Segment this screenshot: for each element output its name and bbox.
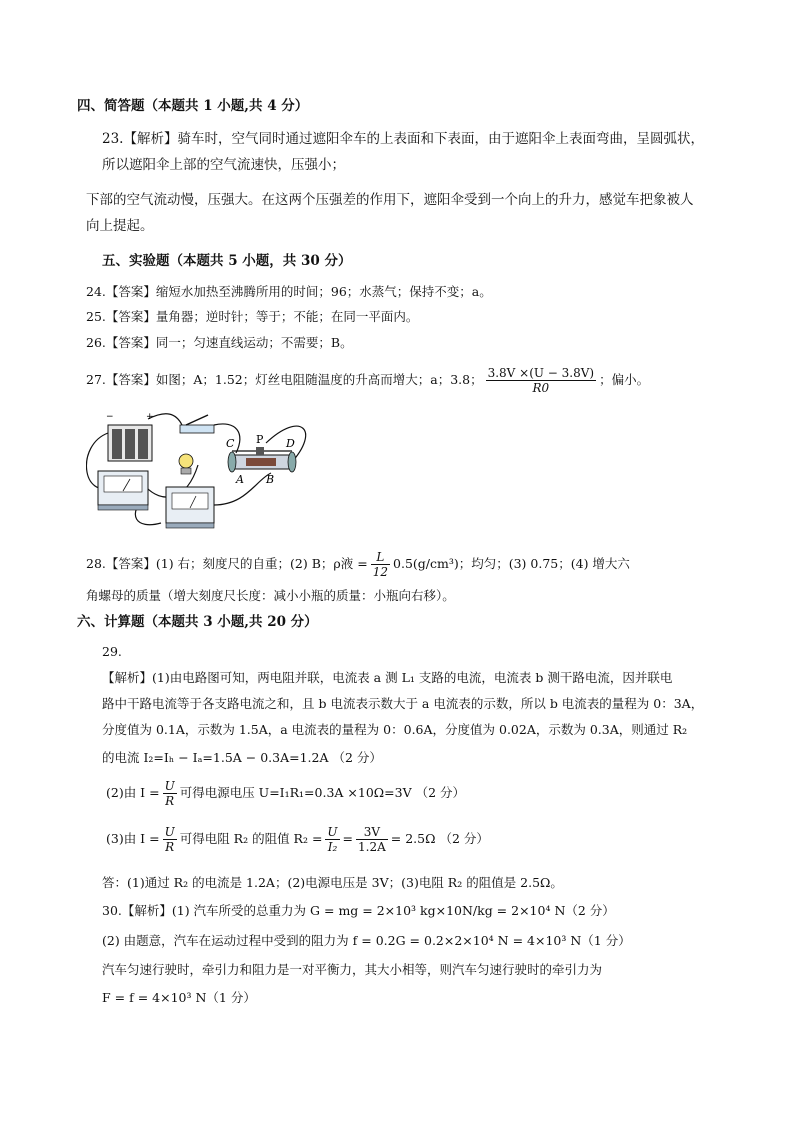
q27-answer [86,363,649,397]
q29-l6-numerator-1: U [164,825,175,839]
q29-number: 29. [102,644,122,659]
battery-minus-label: − [106,412,114,422]
q24-answer: 24.【答案】缩短水加热至沸腾所用的时间；96；水蒸气；保持不变；a。 [86,284,492,299]
q29-l6-prefix: (3)由 I = [106,831,160,846]
q29-l5-denominator: R [165,794,175,808]
q28-suffix: 0.5(g/cm³)；均匀；(3) 0.75；(4) 增大六 [393,556,630,571]
q23-line-2: 所以遮阳伞上部的空气流速快，压强小； [102,157,345,173]
q29-line-1: 【解析】(1)由电路图可知，两电阻并联，电流表 a 测 L₁ 支路的电流，电流表 b 测干路电流，因并联电 [102,670,673,685]
section4-heading: 四、简答题（本题共 1 小题,共 4 分） [77,98,309,114]
q27-fraction-denominator: R0 [532,381,550,395]
q28-line-2: 角螺母的质量（增大刻度尺长度：减小小瓶的质量：小瓶向右移）。 [86,588,455,603]
voltmeter [166,487,214,528]
light-bulb [179,454,193,474]
q27-prefix: 27.【答案】如图；A；1.52；灯丝电阻随温度的升高而增大；a；3.8； [86,372,483,387]
q26-answer: 26.【答案】同一；匀速直线运动；不需要；B。 [86,335,353,350]
q29-l6-denominator-1: R [165,840,175,854]
q28-prefix: 28.【答案】(1) 右；刻度尺的自重；(2) B；ρ液 = [86,556,368,571]
q29-l6-fraction-2 [325,825,339,854]
label-a: A [236,473,244,486]
q29-l6-suffix: = 2.5Ω （2 分） [390,831,489,846]
battery-plus-label: + [146,412,154,422]
q28-fraction [371,550,390,579]
q29-answer: 答：(1)通过 R₂ 的电流是 1.2A；(2)电源电压是 3V；(3)电阻 R₂ 的阻值是 2.5Ω。 [102,875,563,890]
switch [180,415,214,433]
q29-l6-equals: = [342,831,354,846]
q29-l6-denominator-3: 1.2A [358,840,386,854]
q29-l5-fraction [163,779,177,808]
label-d: D [286,437,295,450]
rheostat [226,433,296,486]
q23-line-4: 向上提起。 [86,218,154,234]
section6-heading: 六、计算题（本题共 3 小题,共 20 分） [77,614,318,630]
label-p: P [256,433,264,446]
q29-l5-prefix: (2)由 I = [106,785,160,800]
q29-l5-numerator: U [164,779,175,793]
q29-line-3: 分度值为 0.1A，示数为 1.5A，a 电流表的量程为 0：0.6A，分度值为 0.02A，示数为 0.3A，则通过 R₂ [102,722,688,737]
q27-fraction-numerator: 3.8V ×(U − 3.8V) [487,366,595,380]
q30-line-2: (2) 由题意，汽车在运动过程中受到的阻力为 f = 0.2G = 0.2×2×10⁴ N = 4×10³ N（1 分） [102,933,631,948]
q29-line-2: 路中干路电流等于各支路电流之和，且 b 电流表示数大于 a 电流表的示数，所以 b 电流表的量程为 0：3A， [102,696,704,711]
label-c: C [226,437,235,450]
q28-fraction-denominator: 12 [372,565,389,579]
q29-line-4: 的电流 I₂=Iₕ − Iₐ=1.5A − 0.3A=1.2A （2 分） [102,750,382,765]
q29-l6-fraction-3 [356,825,388,854]
circuit-diagram [86,405,326,535]
q28-fraction-numerator: L [371,550,390,565]
q29-l6-denominator-2: I₂ [327,840,338,854]
q29-l6-numerator-3: 3V [356,825,388,840]
ammeter [98,471,148,510]
q23-line-1: 23.【解析】骑车时，空气同时通过遮阳伞车的上表面和下表面，由于遮阳伞上表面弯曲，呈圆弧状， [102,131,704,147]
q29-line-6 [106,822,489,856]
q30-line-3: 汽车匀速行驶时，牵引力和阻力是一对平衡力，其大小相等，则汽车匀速行驶时的牵引力为 [102,962,603,977]
label-b: B [266,473,275,486]
q29-l6-fraction-1 [163,825,177,854]
q29-line-5 [106,776,465,810]
battery-pack [106,412,154,461]
q30-line-4: F = f = 4×10³ N（1 分） [102,990,256,1005]
q28-answer [86,548,630,580]
q27-suffix: ；偏小。 [599,372,650,387]
q29-l6-mid: 可得电阻 R₂ 的阻值 R₂ = [179,831,323,846]
q23-line-3: 下部的空气流动慢，压强大。在这两个压强差的作用下，遮阳伞受到一个向上的升力，感觉车把象被人 [86,192,694,208]
q29-l6-numerator-2: U [327,825,338,839]
q30-line-1: 30.【解析】(1) 汽车所受的总重力为 G = mg = 2×10³ kg×10N/kg = 2×10⁴ N（2 分） [102,903,615,918]
q25-answer: 25.【答案】量角器；逆时针；等于；不能；在同一平面内。 [86,309,419,324]
q27-fraction [486,366,597,395]
section5-heading: 五、实验题（本题共 5 小题，共 30 分） [102,253,352,269]
q29-l5-suffix: 可得电源电压 U=I₁R₁=0.3A ×10Ω=3V （2 分） [179,785,466,800]
